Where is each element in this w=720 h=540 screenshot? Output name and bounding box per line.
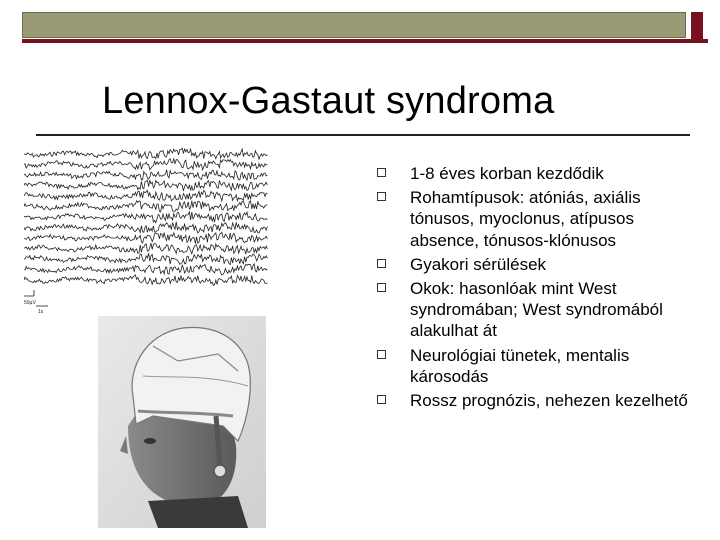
bullet-box-icon [377,259,386,268]
bullet-item: Gyakori sérülések [372,254,702,275]
bullet-item: 1-8 éves korban kezdődik [372,163,702,184]
header-accent-line [22,39,708,43]
eeg-trace [24,243,267,254]
eeg-trace [24,275,267,286]
bullet-item: Neurológiai tünetek, mentalis károsodás [372,345,702,387]
header-olive-band [22,12,686,38]
eeg-trace [24,222,267,233]
bullet-box-icon [377,168,386,177]
bullet-box-icon [377,395,386,404]
slide-title: Lennox-Gastaut syndroma [102,80,555,122]
eeg-trace [24,170,267,180]
eeg-trace [24,253,267,264]
eeg-trace [24,264,267,275]
eeg-scale-label: 50µV [24,300,36,306]
eeg-trace [24,190,267,201]
bullet-list [372,163,702,414]
title-underline [36,134,690,136]
eeg-trace [24,180,267,191]
eeg-trace [24,159,267,170]
bullet-item: Okok: hasonlóak mint West syndromában; West syndromából alakulhat át [372,278,702,342]
eeg-trace [24,201,267,212]
eeg-trace [24,232,267,243]
bullet-item: Rossz prognózis, nehezen kezelhető [372,390,702,411]
eeg-trace [24,212,267,223]
bullet-box-icon [377,283,386,292]
eeg-traces [24,148,267,285]
bullet-item: Rohamtípusok: atóniás, axiális tónusos, myoclonus, atípusos absence, tónusos-klónusos [372,187,702,251]
slide-header-bar [22,12,708,40]
patient-helmet-photo [98,316,266,528]
eeg-time-label: 1s [38,309,44,315]
bullet-box-icon [377,192,386,201]
header-corner-block [691,12,703,39]
bullet-box-icon [377,350,386,359]
eeg-recording-image [24,146,268,316]
eeg-trace [24,148,267,159]
